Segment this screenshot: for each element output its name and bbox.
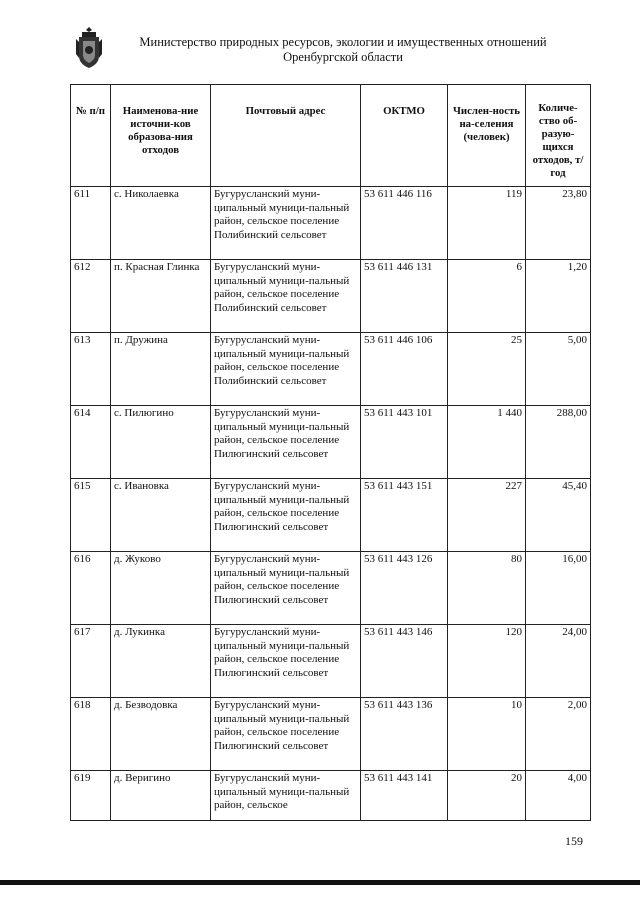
cell-population: 227 — [448, 479, 526, 552]
cell-source-name: п. Дружина — [111, 333, 211, 406]
cell-address: Бугурусланский муни-ципальный муници-пальный район, сельское поселение Полибинский сельсовет — [211, 260, 361, 333]
table-row — [71, 552, 591, 625]
waste-sources-table — [70, 84, 591, 821]
header-region: Оренбургской области — [283, 50, 403, 64]
table-row — [71, 333, 591, 406]
cell-population: 119 — [448, 187, 526, 260]
cell-source-name: с. Ивановка — [111, 479, 211, 552]
cell-source-name: п. Красная Глинка — [111, 260, 211, 333]
cell-oktmo: 53 611 446 106 — [361, 333, 448, 406]
table-row — [71, 187, 591, 260]
cell-number: 613 — [71, 333, 111, 406]
cell-oktmo: 53 611 443 101 — [361, 406, 448, 479]
table-header-row — [71, 85, 591, 187]
cell-address: Бугурусланский муни-ципальный муници-пальный район, сельское поселение Пилюгинский сельсовет — [211, 552, 361, 625]
table-row — [71, 406, 591, 479]
cell-population: 10 — [448, 698, 526, 771]
cell-population: 80 — [448, 552, 526, 625]
column-header-number: № п/п — [71, 85, 111, 187]
cell-population: 6 — [448, 260, 526, 333]
column-header-postal-address: Почтовый адрес — [211, 85, 361, 187]
cell-number: 612 — [71, 260, 111, 333]
cell-source-name: д. Безводовка — [111, 698, 211, 771]
cell-waste-amount: 24,00 — [526, 625, 591, 698]
cell-number: 611 — [71, 187, 111, 260]
cell-number: 618 — [71, 698, 111, 771]
cell-waste-amount: 288,00 — [526, 406, 591, 479]
table-row — [71, 260, 591, 333]
cell-waste-amount: 45,40 — [526, 479, 591, 552]
column-header-waste-amount: Количе-ство об-разую-щихся отходов, т/год — [526, 85, 591, 187]
cell-number: 616 — [71, 552, 111, 625]
cell-address: Бугурусланский муни-ципальный муници-пальный район, сельское — [211, 771, 361, 821]
cell-source-name: с. Пилюгино — [111, 406, 211, 479]
cell-source-name: с. Николаевка — [111, 187, 211, 260]
cell-waste-amount: 4,00 — [526, 771, 591, 821]
header-ministry: Министерство природных ресурсов, экологии и имущественных отношений — [139, 35, 547, 49]
cell-source-name: д. Лукинка — [111, 625, 211, 698]
cell-address: Бугурусланский муни-ципальный муници-пальный район, сельское поселение Пилюгинский сельсовет — [211, 479, 361, 552]
cell-oktmo: 53 611 443 126 — [361, 552, 448, 625]
table-row — [71, 698, 591, 771]
cell-address: Бугурусланский муни-ципальный муници-пальный район, сельское поселение Полибинский сельсовет — [211, 333, 361, 406]
cell-number: 619 — [71, 771, 111, 821]
cell-waste-amount: 23,80 — [526, 187, 591, 260]
cell-waste-amount: 5,00 — [526, 333, 591, 406]
cell-address: Бугурусланский муни-ципальный муници-пальный район, сельское поселение Пилюгинский сельсовет — [211, 698, 361, 771]
cell-source-name: д. Веригино — [111, 771, 211, 821]
cell-source-name: д. Жуково — [111, 552, 211, 625]
cell-address: Бугурусланский муни-ципальный муници-пальный район, сельское поселение Пилюгинский сельсовет — [211, 625, 361, 698]
cell-number: 614 — [71, 406, 111, 479]
cell-waste-amount: 1,20 — [526, 260, 591, 333]
bottom-rule — [0, 880, 640, 885]
coat-of-arms-icon — [74, 26, 104, 70]
cell-waste-amount: 2,00 — [526, 698, 591, 771]
page-number: 159 — [565, 834, 583, 848]
table-row — [71, 479, 591, 552]
document-header — [118, 35, 568, 65]
cell-oktmo: 53 611 443 141 — [361, 771, 448, 821]
cell-number: 615 — [71, 479, 111, 552]
cell-population: 120 — [448, 625, 526, 698]
cell-waste-amount: 16,00 — [526, 552, 591, 625]
column-header-oktmo: ОКТМО — [361, 85, 448, 187]
column-header-population: Числен-ность на-селения (человек) — [448, 85, 526, 187]
cell-oktmo: 53 611 443 151 — [361, 479, 448, 552]
cell-address: Бугурусланский муни-ципальный муници-пальный район, сельское поселение Пилюгинский сельсовет — [211, 406, 361, 479]
cell-population: 20 — [448, 771, 526, 821]
cell-oktmo: 53 611 443 136 — [361, 698, 448, 771]
cell-population: 25 — [448, 333, 526, 406]
cell-oktmo: 53 611 446 131 — [361, 260, 448, 333]
cell-oktmo: 53 611 446 116 — [361, 187, 448, 260]
cell-address: Бугурусланский муни-ципальный муници-пальный район, сельское поселение Полибинский сельсовет — [211, 187, 361, 260]
cell-population: 1 440 — [448, 406, 526, 479]
table-row — [71, 771, 591, 821]
cell-oktmo: 53 611 443 146 — [361, 625, 448, 698]
column-header-source-name: Наименова-ние источни-ков образова-ния отходов — [111, 85, 211, 187]
cell-number: 617 — [71, 625, 111, 698]
table-row — [71, 625, 591, 698]
